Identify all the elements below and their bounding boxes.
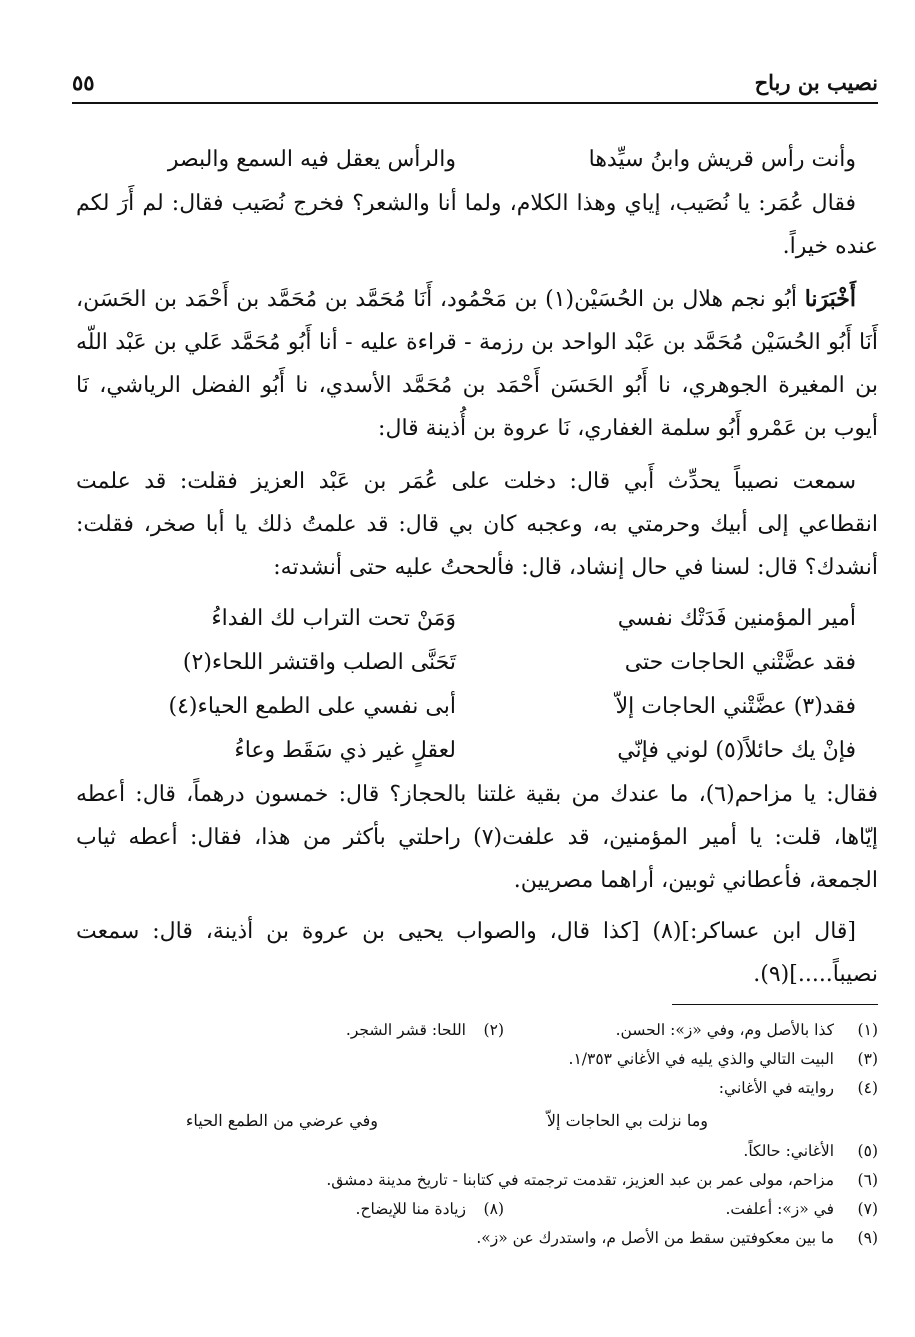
isnad-text: أبُو نجم هلال بن الحُسَيْن(١) بن مَحْمُود، أَنَا مُحَمَّد بن مُحَمَّد بن أَحْمَد بن الحَسَن، أَنَا أَبُو الحُسَيْن مُحَمَّد بن عَبْد الواحد بن رزمة - قراءة عليه - أنا أَبُو مُحَمَّد عَلي بن عَبْد اللّه بن المغيرة الجوهري، نا أَبُو الحَسَن أَحْمَد بن مُحَمَّد الأسدي، نا أَبُو الفضل الرياشي، نَا أيوب بن عَمْرو أَبُو سلمة الغفاري، نَا عروة بن أُذينة قال: (76, 287, 878, 441)
paragraph: فقال عُمَر: يا نُصَيب، إياي وهذا الكلام، ولما أنا والشعر؟ فخرج نُصَيب فقال: لم أَرَ لكم عنده خيراً. (76, 191, 878, 259)
verse-line (76, 685, 856, 729)
chapter-title: نصيب بن رباح (754, 70, 878, 95)
footnote-row (76, 1045, 878, 1074)
footnote-number: (٤) (857, 1079, 878, 1097)
footnote-number: (٦) (857, 1171, 878, 1189)
verse-line (76, 138, 878, 182)
verse-first-hemistich: فإنْ يك حائلاً(٥) لوني فإنّي (617, 738, 856, 763)
footnote-text: في «ز»: أعلفت. (725, 1200, 834, 1218)
running-header (72, 68, 878, 104)
verse-line (76, 729, 856, 773)
footnote-number: (٥) (857, 1142, 878, 1160)
poem (76, 597, 878, 773)
footnote-number: (٩) (857, 1229, 878, 1247)
footnote-text: روايته في الأغاني: (718, 1079, 834, 1097)
verse-first-hemistich: وأنت رأس قريش وابنُ سيِّدها (588, 147, 856, 172)
footnote-number: (٨) (483, 1200, 504, 1218)
footnote-text: زيادة منا للإيضاح. (355, 1200, 466, 1218)
paragraph: [قال ابن عساكر:](٨) [كذا قال، والصواب يحيى بن عروة بن أذينة، قال: سمعت نصيباً.....](٩). (76, 919, 878, 987)
footnote-number: (٧) (857, 1200, 878, 1218)
footnote-text: كذا بالأصل وم، وفي «ز»: الحسن. (615, 1021, 834, 1039)
footnote-row (76, 1074, 878, 1103)
verse-first-hemistich: فقد عضَّتْني الحاجات حتى (624, 650, 856, 675)
footnote-row (76, 1016, 878, 1045)
footnote-number: (٢) (483, 1021, 504, 1039)
verse-second-hemistich: وَمَنْ تحت التراب لك الفداءُ (211, 606, 456, 631)
verse-line (76, 641, 856, 685)
paragraph: سمعت نصيباً يحدِّث أَبي قال: دخلت على عُمَر بن عَبْد العزيز فقلت: قد علمت انقطاعي إلى أبيك وحرمتي به، وعجبه كان بي قال: قد علمتُ ذلك يا أبا صخر، فقلت: أنشدك؟ قال: لسنا في حال إنشاد، قال: فألححتُ عليه حتى أنشدته: (76, 469, 878, 580)
footnote-text: البيت التالي والذي يليه في الأغاني ١/٣٥٣. (568, 1050, 834, 1068)
footnote-number: (٣) (857, 1050, 878, 1068)
footnote-verse-second: وفي عرضي من الطمع الحياء (185, 1110, 378, 1130)
footnote-text: مزاحم، مولى عمر بن عبد العزيز، تقدمت ترجمته في كتابنا - تاريخ مدينة دمشق. (326, 1171, 834, 1189)
footnote-text: اللحا: قشر الشجر. (345, 1021, 466, 1039)
main-text (76, 138, 878, 996)
verse-second-hemistich: تَحَنَّى الصلب واقتشر اللحاء(٢) (182, 650, 456, 675)
isnad-paragraph (76, 278, 878, 450)
footnote-text: ما بين معكوفتين سقط من الأصل م، واستدرك عن «ز». (476, 1229, 834, 1247)
footnote-row (76, 1166, 878, 1195)
footnotes (76, 1016, 878, 1253)
footnote-text: الأغاني: حالكاً. (743, 1142, 834, 1160)
verse-line (76, 597, 856, 641)
verse-second-hemistich: والرأس يعقل فيه السمع والبصر (167, 147, 456, 172)
footnote-row (76, 1195, 878, 1224)
footnote-verse-first: وما نزلت بي الحاجات إلاّ (546, 1110, 708, 1130)
page-number: ٥٥ (72, 70, 95, 95)
footnote-row (76, 1137, 878, 1166)
footnote-number: (١) (857, 1021, 878, 1039)
verse-first-hemistich: أمير المؤمنين فَدَتْك نفسي (617, 606, 856, 631)
verse-second-hemistich: أبى نفسي على الطمع الحياء(٤) (168, 694, 456, 719)
footnote-separator (672, 1004, 878, 1005)
footnote-verse (76, 1103, 878, 1137)
isnad-keyword: أَخْبَرَنا (804, 286, 857, 312)
verse-first-hemistich: فقد(٣) عضَّتْني الحاجات إلاّ (615, 694, 856, 719)
footnote-row (76, 1224, 878, 1253)
verse-second-hemistich: لعقلٍ غير ذي سَقَط وعاءُ (234, 738, 456, 763)
paragraph: فقال: يا مزاحم(٦)، ما عندك من بقية غلتنا بالحجاز؟ قال: خمسون درهماً، قال: أعطه إيّاها، قلت: يا أمير المؤمنين، قد علفت(٧) راحلتي بأكثر من هذا، فقال: أعطه ثياب الجمعة، فأعطاني ثوبين، أراهما مصريين. (76, 782, 878, 893)
